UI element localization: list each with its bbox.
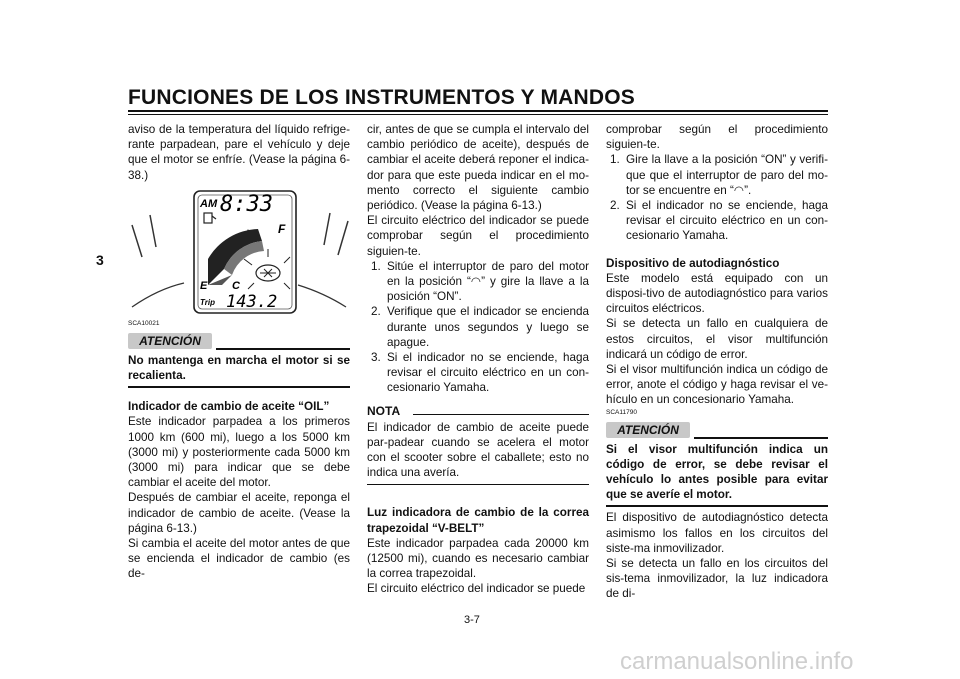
paragraph: comprobar según el procedimiento siguien-te. <box>606 123 828 152</box>
clock-display: 8:33 <box>220 191 273 217</box>
fuel-empty-label: E <box>200 279 208 292</box>
caution-code: SCA10021 <box>128 319 160 327</box>
note-label: NOTA <box>367 403 401 418</box>
fuel-full-label: F <box>278 221 286 236</box>
engine-run-symbol-icon: ◠ <box>733 183 745 197</box>
section-heading-vbelt: Luz indicadora de cambio de la correa trapezoidal “V-BELT” <box>367 506 589 535</box>
paragraph: Si el visor multifunción indica un código de error, anote el código y haga revisar el ve-hículo en un concesionario Yamaha. <box>606 363 828 407</box>
page-title: FUNCIONES DE LOS INSTRUMENTOS Y MANDOS <box>128 86 635 109</box>
column-3 <box>606 122 828 602</box>
paragraph: Si se detecta un fallo en los circuitos del sis-tema inmovilizador, la luz indicadora de di- <box>606 557 828 601</box>
list-item: 3. Si el indicador no se enciende, haga revisar el circuito eléctrico en un con-cesionario Yamaha. <box>371 351 589 395</box>
header-rule <box>128 110 828 112</box>
temp-cold-label: C <box>232 279 240 292</box>
note-rule <box>413 414 589 415</box>
caution-text: No mantenga en marcha el motor si se recalienta. <box>128 353 350 383</box>
watermark: carmanualsonline.info <box>620 648 854 675</box>
header-rule-thin <box>128 114 828 115</box>
caution-header <box>606 420 828 442</box>
procedure-list <box>367 259 589 396</box>
list-item: 1. Gire la llave a la posición “ON” y verifi-que que el interruptor de paro del mo-tor se encuentre en “◠”. <box>610 153 828 197</box>
caution-end-rule <box>606 505 828 507</box>
paragraph: El dispositivo de autodiagnóstico detecta asimismo los fallos en los circuitos del siste-ma inmovilizador. <box>606 511 828 555</box>
note-end-rule <box>367 484 589 485</box>
caution-code: SCA11790 <box>606 408 637 416</box>
paragraph: Este indicador parpadea cada 20000 km (12500 mi), cuando es necesario cambiar la correa trapezoidal. <box>367 536 589 581</box>
am-label: AM <box>200 197 218 210</box>
note-header <box>367 402 589 420</box>
procedure-list <box>606 152 828 243</box>
column-1 <box>128 122 350 582</box>
list-item: 2. Verifique que el indicador se encienda durante unos segundos y luego se apague. <box>371 305 589 349</box>
caution-text: Si el visor multifunción indica un código de error, se debe revisar el vehículo lo antes posible para evitar que se averíe el motor. <box>606 442 828 502</box>
column-2 <box>367 122 589 597</box>
chapter-tab: 3 <box>96 252 104 268</box>
note-text: El indicador de cambio de aceite puede par-padear cuando se acelera el motor con el scooter sobre el caballete; esto no indica una avería. <box>367 420 589 480</box>
paragraph: Este modelo está equipado con un disposi-tivo de autodiagnóstico para varios circuitos eléctricos. <box>606 271 828 316</box>
paragraph: cir, antes de que se cumpla el intervalo del cambio periódico de aceite), después de cambiar el aceite deberá reponer el indica-dor para que este pueda indicar en el mo-mento correcto el siguiente cambio periódico. (Vease la página 6-13.) <box>367 123 589 213</box>
section-heading-diagnostic: Dispositivo de autodiagnóstico <box>606 256 780 270</box>
page-number: 3-7 <box>464 614 480 626</box>
list-item: 2. Si el indicador no se enciende, haga revisar el circuito eléctrico en un con-cesionario Yamaha. <box>610 199 828 243</box>
caution-badge: ATENCIÓN <box>606 422 690 438</box>
instrument-panel-illustration <box>128 185 350 319</box>
paragraph: aviso de la temperatura del líquido refrige-rante parpadean, pare el vehículo y deje que el motor se enfríe. (Vease la página 6-38.) <box>128 123 350 182</box>
caution-end-rule <box>128 386 350 388</box>
paragraph: Después de cambiar el aceite, reponga el indicador de cambio de aceite. (Vease la página 6-13.) <box>128 491 350 535</box>
list-item: 1. Sitúe el interruptor de paro del motor en la posición “◠” y gire la llave a la posición “ON”. <box>371 259 589 304</box>
paragraph: Si se detecta un fallo en cualquiera de estos circuitos, el visor multifunción indicará un código de error. <box>606 317 828 361</box>
instrument-figure <box>128 185 350 319</box>
caution-badge: ATENCIÓN <box>128 333 212 349</box>
paragraph: Si cambia el aceite del motor antes de que se encienda el indicador de cambio (es de- <box>128 537 350 581</box>
caution-rule <box>216 348 350 350</box>
paragraph: Este indicador parpadea a los primeros 1000 km (600 mi), luego a los 5000 km (3000 mi) y posteriormente cada 5000 km (3000 mi) para indicar que se debe cambiar el aceite del motor. <box>128 415 350 490</box>
paragraph: El circuito eléctrico del indicador se puede <box>367 582 586 596</box>
trip-label: Trip <box>200 297 215 307</box>
caution-header <box>128 331 350 353</box>
caution-rule <box>694 437 828 439</box>
odometer-display: 143.2 <box>226 291 278 312</box>
engine-stop-symbol-icon: ◠ <box>470 275 482 289</box>
paragraph: El circuito eléctrico del indicador se puede comprobar según el procedimiento siguien-te. <box>367 214 589 258</box>
section-heading-oil: Indicador de cambio de aceite “OIL” <box>128 400 330 414</box>
